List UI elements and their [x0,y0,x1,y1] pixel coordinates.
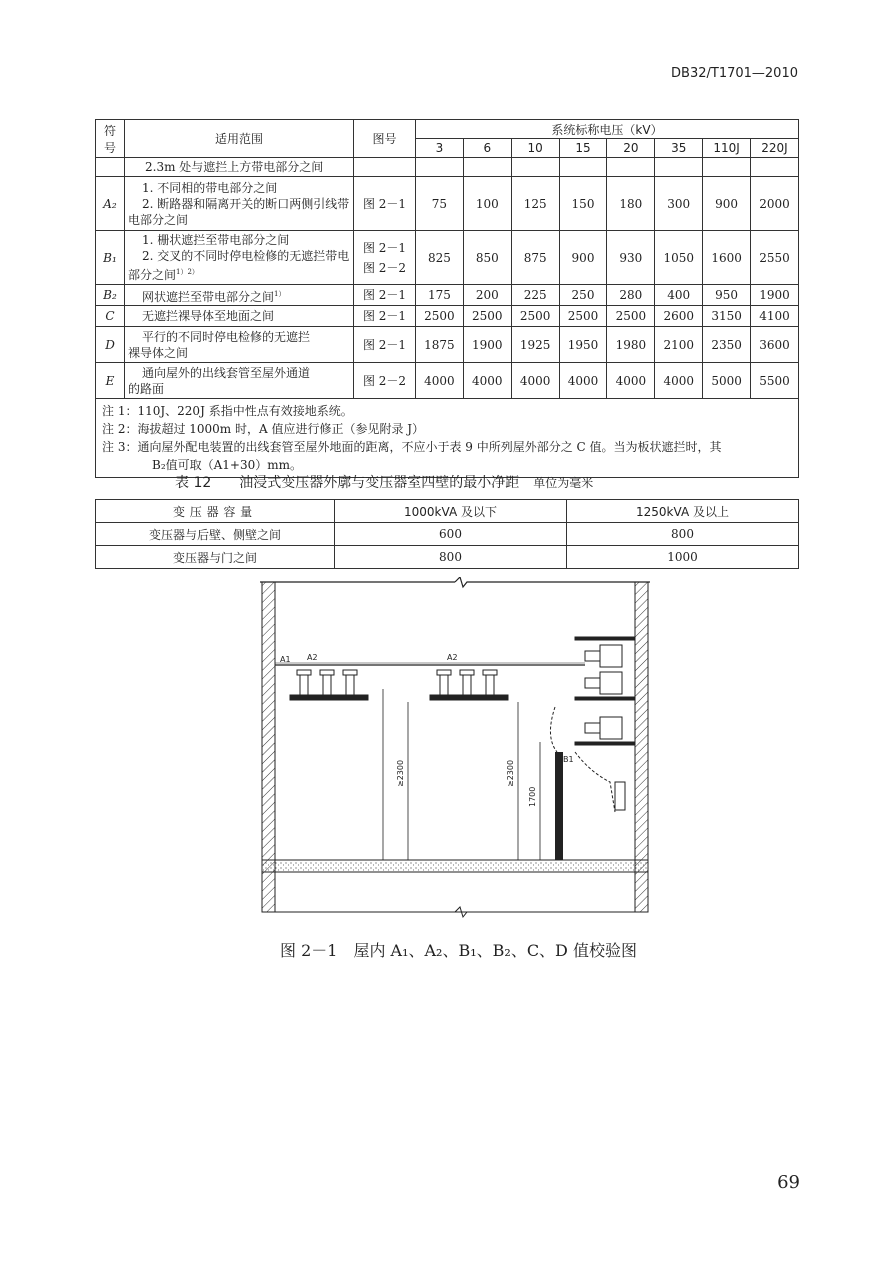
value-cell: 950 [703,285,751,306]
floor-slab [262,860,648,872]
header-voltage: 系统标称电压（kV） [416,120,799,139]
value-cell: 2100 [655,327,703,363]
range-line: 平行的不同时停电检修的无遮拦 [142,329,311,344]
clearance-diagram [245,577,665,922]
value-cell: 180 [607,177,655,231]
row-figure: 图 2－2 [354,363,416,399]
row-label: 变压器与门之间 [96,546,335,569]
row-figure: 图 2－1 图 2－2 [354,231,416,285]
label-dim2: ≥2300 [506,759,515,787]
row-symbol: B₂ [96,285,125,306]
row-figure: 图 2－1 [354,285,416,306]
value-cell: 4100 [751,306,799,327]
range-line: 2. 交叉的不同时停电检修的无遮拦带电部分之间$^{1)2)}$ [128,249,350,282]
range-line: 2. 断路器和隔离开关的断口两侧引线带电部分之间 [128,196,350,227]
row-symbol: D [96,327,125,363]
label-a1: A1 [280,655,291,664]
page-number: 69 [777,1172,800,1193]
note-2: 注 2：海拔超过 1000m 时，A 值应进行修正（参见附录 J） [102,422,425,436]
value-cell: 3150 [703,306,751,327]
voltage-header: 6 [463,139,511,158]
value-cell: 2350 [703,327,751,363]
note-3-cont: B₂值可取（A1+30）mm。 [152,458,303,472]
header-small: 1000kVA 及以下 [335,500,567,523]
label-dim3: 1700 [528,786,537,807]
voltage-header: 15 [559,139,607,158]
voltage-header: 220J [751,139,799,158]
value-cell: 125 [511,177,559,231]
value-cell: 825 [416,231,464,285]
table12-caption: 表 12 油浸式变压器外廓与变压器室四壁的最小净距 单位为毫米 [175,475,594,491]
value-cell: 250 [559,285,607,306]
value-cell: 4000 [511,363,559,399]
row-symbol: B₁ [96,231,125,285]
voltage-header: 35 [655,139,703,158]
value-cell: 4000 [655,363,703,399]
header-large: 1250kVA 及以上 [567,500,799,523]
label-a2: A2 [307,653,318,662]
value-cell: 150 [559,177,607,231]
value-cell: 5500 [751,363,799,399]
value-cell: 300 [655,177,703,231]
value-cell: 875 [511,231,559,285]
value-cell: 900 [559,231,607,285]
value-cell: 1000 [567,546,799,569]
row-figure: 图 2－1 [354,177,416,231]
value-cell: 930 [607,231,655,285]
value-cell: 800 [567,523,799,546]
value-cell: 4000 [607,363,655,399]
value-cell: 2500 [559,306,607,327]
row-symbol: E [96,363,125,399]
value-cell: 1980 [607,327,655,363]
value-cell: 4000 [463,363,511,399]
row-figure: 图 2－1 [354,327,416,363]
note-1: 注 1：110J、220J 系指中性点有效接地系统。 [102,404,353,418]
value-cell: 1900 [463,327,511,363]
range-line: 1. 不同相的带电部分之间 [142,180,278,195]
value-cell: 2500 [416,306,464,327]
wall-bushings [575,637,635,745]
value-cell: 5000 [703,363,751,399]
voltage-header: 3 [416,139,464,158]
value-cell: 1875 [416,327,464,363]
row-range [125,177,354,231]
value-cell: 4000 [559,363,607,399]
label-b1: B1 [563,755,574,764]
value-cell: 900 [703,177,751,231]
value-cell: 2500 [607,306,655,327]
note-3: 注 3：通向屋外配电装置的出线套管至屋外地面的距离，不应小于表 9 中所列屋外部分之 C 值。当为板状遮拦时，其 [102,440,722,454]
row-range [125,327,354,363]
value-cell: 1600 [703,231,751,285]
table12-unit: 单位为毫米 [533,476,594,490]
empty-cell [96,158,125,177]
value-cell: 4000 [416,363,464,399]
value-cell: 2500 [463,306,511,327]
value-cell: 100 [463,177,511,231]
voltage-header: 110J [703,139,751,158]
value-cell: 2500 [511,306,559,327]
figure-caption: 图 2－1 屋内 A₁、A₂、B₁、B₂、C、D 值校验图 [280,941,637,960]
value-cell: 175 [416,285,464,306]
header-symbol: 符号 [96,120,125,158]
table-notes [96,399,799,478]
value-cell: 1925 [511,327,559,363]
value-cell: 3600 [751,327,799,363]
voltage-header: 10 [511,139,559,158]
value-cell: 200 [463,285,511,306]
header-figure: 图号 [354,120,416,158]
value-cell: 800 [335,546,567,569]
row-label: 变压器与后壁、侧壁之间 [96,523,335,546]
row-range: 无遮拦裸导体至地面之间 [125,306,354,327]
range-line: 1. 栅状遮拦至带电部分之间 [142,233,290,247]
transformer-clearance-table [95,499,799,569]
value-cell: 600 [335,523,567,546]
standard-code: DB32/T1701—2010 [671,66,798,81]
range-line: 通向屋外的出线套管至屋外通道 [142,365,311,380]
value-cell: 850 [463,231,511,285]
header-capacity: 变压器容量 [96,500,335,523]
row-figure: 图 2－1 [354,306,416,327]
value-cell: 75 [416,177,464,231]
row-range [125,363,354,399]
header-range: 适用范围 [125,120,354,158]
row-range: 网状遮拦至带电部分之间$^{1)}$ [125,285,354,306]
value-cell: 1950 [559,327,607,363]
insulator-group-middle [430,670,508,700]
label-a2b: A2 [447,653,458,662]
row-symbol: A₂ [96,177,125,231]
voltage-header: 20 [607,139,655,158]
value-cell: 400 [655,285,703,306]
value-cell: 280 [607,285,655,306]
value-cell: 2600 [655,306,703,327]
insulator-group-left [290,670,368,700]
value-cell: 1900 [751,285,799,306]
row-range [125,231,354,285]
label-dim1: ≥2300 [396,759,405,787]
range-line: 裸导体之间 [128,345,189,360]
range-line: 的路面 [128,381,165,396]
row-symbol: C [96,306,125,327]
clearance-table [95,119,799,478]
value-cell: 2550 [751,231,799,285]
value-cell: 1050 [655,231,703,285]
continuation-text: 2.3m 处与遮拦上方带电部分之间 [125,158,354,177]
barrier [555,752,563,860]
value-cell: 225 [511,285,559,306]
value-cell: 2000 [751,177,799,231]
